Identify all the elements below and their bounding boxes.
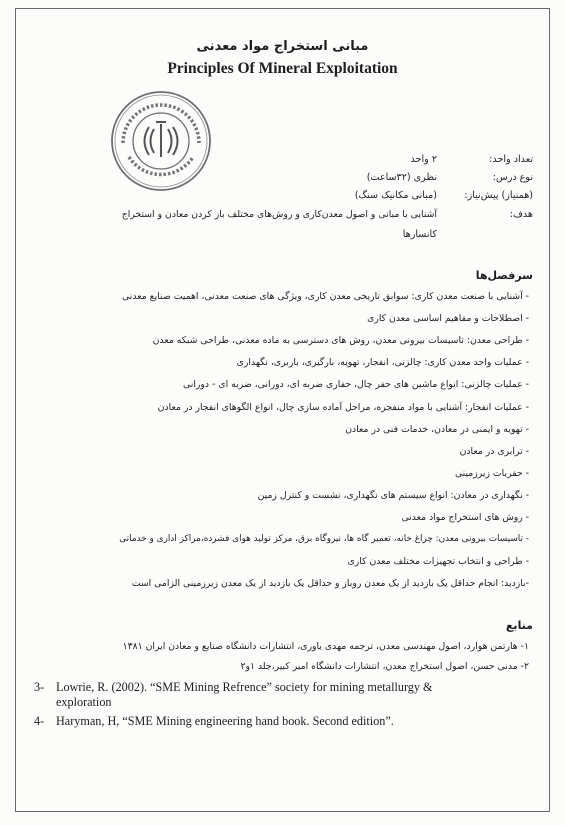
topic-item: - روش های استخراج مواد معدنی [401,512,529,523]
course-type-label: نوع درس: [492,172,533,183]
topics-heading: سرفصل‌ها [475,269,533,282]
reference-text: Haryman, H, “SME Mining engineering hand book. Second edition”. [56,714,394,728]
topic-item: - تهویه و ایمنی در معادن، خدمات فنی در معادن [345,424,529,435]
topic-item: - ترابری در معادن [459,446,529,457]
prerequisite-label: (همنیاز) پیش‌نیاز: [464,190,533,201]
course-title-english: Principles Of Mineral Exploitation [167,60,398,77]
topic-item: - طراحی و انتخاب تجهیزات مختلف معدن کاری [347,556,529,567]
topic-item: - تاسیسات بیرونی معدن: چراغ خانه، تعمیر گاه ها، نیروگاه برق، مرکز تولید هوای فشرده،مراکز اداری و خدماتی [119,534,529,544]
goal-value-line1: آشنایی با مبانی و اصول معدن‌کاری و روش‌های مختلف باز کردن معادن و استخراج [121,209,437,220]
topic-item: - عملیات چالزنی: انواع ماشین های حفر چال، حفاری ضربه ای، دورانی، ضربه ای - دورانی [183,379,529,390]
document-page [15,8,550,812]
prerequisite-value: (مبانی مکانیک سنگ) [354,190,437,201]
reference-item-en-continuation: exploration [56,695,112,709]
topic-item: - حفریات زیرزمینی [454,468,529,479]
topic-item: - عملیات واحد معدن کاری: چالزنی، انفجار، تهویه، بارگیری، باربری، نگهداری [236,357,529,368]
reference-item-en [34,680,433,695]
goal-value-line2: کانسارها [402,229,437,240]
field-visit-note: -بازدید: انجام حداقل یک بازدید از یک معدن روباز و حداقل یک بازدید از یک معدن زیرزمینی الزامی است [131,578,529,589]
topic-item: - اصطلاحات و مفاهیم اساسی معدن کاری [367,313,529,324]
reference-item-en [34,714,394,729]
topic-item: - آشنایی با صنعت معدن کاری: سوابق تاریخی معدن کاری، ویژگی های صنعت معدنی، اهمیت صنایع معدنی [122,291,529,302]
reference-number: 4- [34,714,45,728]
reference-item-fa: ۱- هارتمن هوارد، اصول مهندسی معدن، ترجمه مهدی یاوری، انتشارات دانشگاه صنایع و معادن ایران ۱۳۸۱ [122,641,529,652]
topic-item: - نگهداری در معادن: انواع سیستم های نگهداری، نشست و کنترل زمین [257,490,529,501]
goal-label: هدف: [509,209,533,220]
course-title-persian: مبانی استخراج مواد معدنی [196,39,369,54]
reference-item-fa: ۲- مدنی حسن، اصول استخراج معدن، انتشارات دانشگاه امیر کبیر،جلد ۱و۲ [240,661,529,672]
reference-text: Lowrie, R. (2002). “SME Mining Refrence” society for mining metallurgy & [56,680,433,694]
units-label: تعداد واحد: [489,154,533,165]
references-heading: منابع [505,619,533,632]
topic-item: - عملیات انفجار: آشنایی با مواد منفجره، مراحل آماده سازی چال، انواع الگوهای انفجار در معادن [157,402,529,413]
topic-item: - طراحی معدن: تاسیسات بیرونی معدن، روش های دسترسی به ماده معدنی، طراحی شبکه معدن [152,335,529,346]
reference-number: 3- [34,680,45,694]
ministry-seal-stamp [109,89,213,193]
units-value: ۲ واحد [410,154,437,165]
course-type-value: نظری (۳۲ساعت) [366,172,437,183]
